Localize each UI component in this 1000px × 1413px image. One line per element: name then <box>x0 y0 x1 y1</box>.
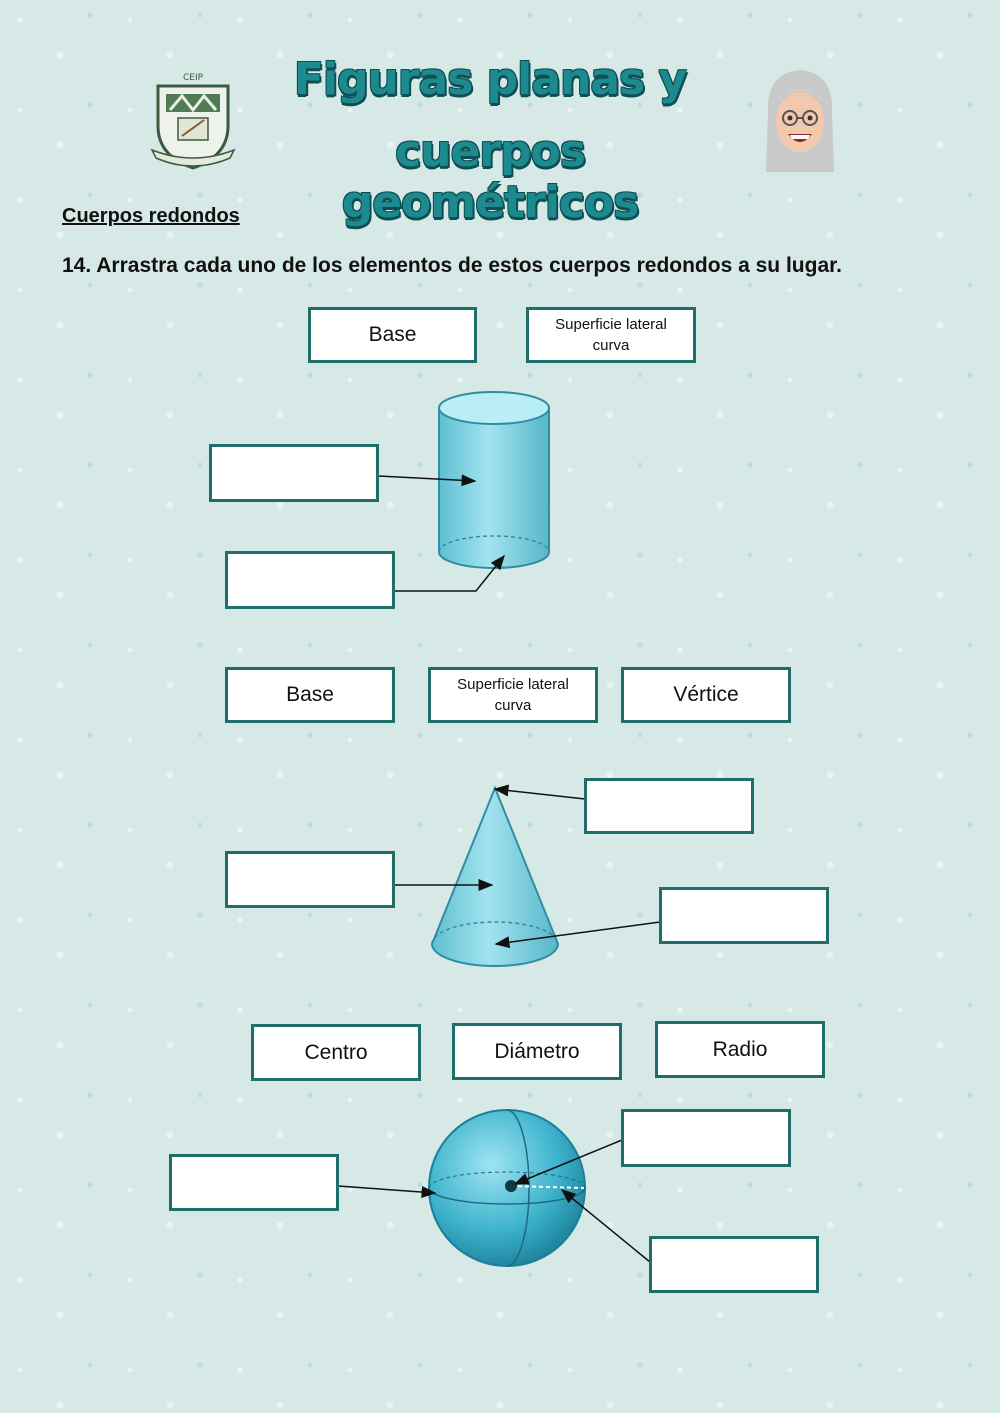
section-title: Cuerpos redondos <box>62 205 240 227</box>
sphere-drop-zone-radius[interactable] <box>649 1236 819 1293</box>
sphere-shape <box>429 1110 585 1266</box>
page-title-line-2: cuerpos geométricos <box>341 126 639 228</box>
cone-label-lateral-surface[interactable]: Superficie lateral curva <box>428 667 598 723</box>
cone-label-vertex[interactable]: Vértice <box>621 667 791 723</box>
cylinder-drop-zone-lateral[interactable] <box>209 444 379 502</box>
sphere-drop-zone-diameter[interactable] <box>169 1154 339 1211</box>
sphere-label-radius[interactable]: Radio <box>655 1021 825 1078</box>
cylinder-label-lateral-surface[interactable]: Superficie lateral curva <box>526 307 696 363</box>
logo-text: CEIP <box>182 73 204 83</box>
sphere-label-center[interactable]: Centro <box>251 1024 421 1081</box>
sphere-drop-zone-center[interactable] <box>621 1109 791 1167</box>
cylinder-label-base[interactable]: Base <box>308 307 477 363</box>
cone-drop-zone-lateral[interactable] <box>225 851 395 908</box>
sphere-arrow-diameter <box>338 1186 435 1193</box>
page-title-line-1: Figuras planas y <box>293 54 687 105</box>
cone-drop-zone-base[interactable] <box>659 887 829 944</box>
cone-drop-zone-vertex[interactable] <box>584 778 754 834</box>
cone-shape <box>432 788 558 966</box>
cone-label-base[interactable]: Base <box>225 667 395 723</box>
instruction-text: 14. Arrastra cada uno de los elementos de estos cuerpos redondos a su lugar. <box>62 254 842 277</box>
cone-arrow-vertex <box>495 789 585 799</box>
cylinder-drop-zone-base[interactable] <box>225 551 395 609</box>
sphere-label-diameter[interactable]: Diámetro <box>452 1023 622 1080</box>
